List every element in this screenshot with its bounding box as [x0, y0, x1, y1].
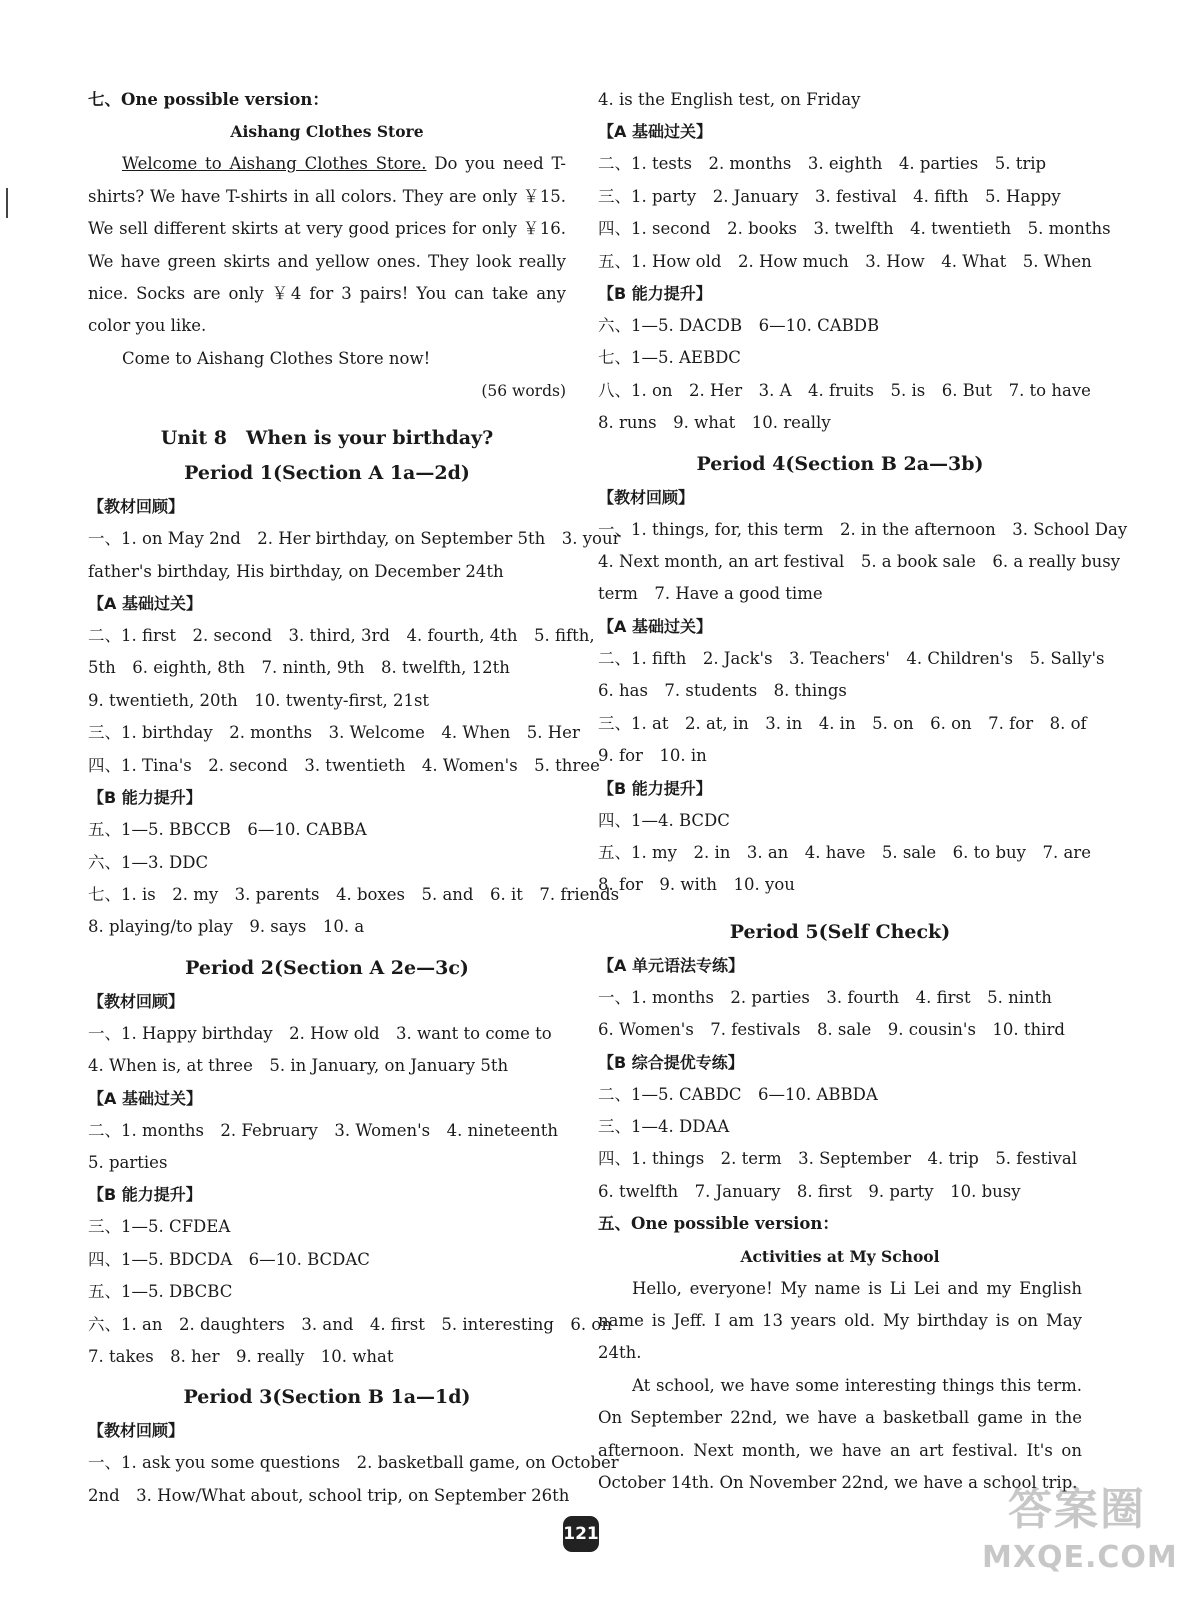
- answer-line: 四、1. things 2. term 3. September 4. trip 5. festival: [598, 1149, 1077, 1169]
- answer-line: 4. When is, at three 5. in January, on January 5th: [88, 1056, 509, 1076]
- essay2-paragraph: Hello, everyone! My name is Li Lei and my English name is Jeff. I am 13 years old. My birthday is on May 24th.: [598, 1278, 1082, 1363]
- period5-title: Period 5(Self Check): [729, 920, 951, 943]
- section-heading: 【教材回顾】: [88, 1421, 185, 1441]
- section-heading: 【B 能力提升】: [88, 788, 202, 808]
- section-heading: 【教材回顾】: [88, 991, 185, 1011]
- answer-line: 4. is the English test, on Friday: [598, 90, 861, 109]
- answer-line: 三、1. birthday 2. months 3. Welcome 4. When 5. Her: [88, 723, 580, 743]
- unit-title: Unit 8 When is your birthday?: [160, 427, 494, 450]
- answer-line: 二、1. months 2. February 3. Women's 4. nineteenth: [88, 1120, 558, 1140]
- essay1-title: Aishang Clothes Store: [230, 122, 424, 142]
- answer-line: 一、1. things, for, this term 2. in the afternoon 3. School Day: [598, 519, 1128, 539]
- period3-title: Period 3(Section B 1a—1d): [183, 1386, 471, 1409]
- answer-line: term 7. Have a good time: [598, 584, 823, 604]
- essay2-title: Activities at My School: [740, 1246, 940, 1266]
- period1-answers: [88, 491, 621, 943]
- answer-line: 二、1. fifth 2. Jack's 3. Teachers' 4. Children's 5. Sally's: [598, 648, 1105, 668]
- section-heading: 【A 基础过关】: [598, 616, 712, 636]
- page-number: 121: [563, 1516, 599, 1552]
- answer-line: 6. has 7. students 8. things: [598, 681, 847, 701]
- answer-line: 六、1—3. DDC: [88, 852, 209, 872]
- answer-line: 二、1. tests 2. months 3. eighth 4. parties 5. trip: [598, 154, 1047, 174]
- answer-line: 五、One possible version：: [598, 1214, 839, 1234]
- watermark-text: MXQE.COM: [982, 1540, 1178, 1575]
- answer-line: 四、1. Tina's 2. second 3. twentieth 4. Women's 5. three: [88, 755, 600, 775]
- answer-line: 七、1. is 2. my 3. parents 4. boxes 5. and 6. it 7. friends: [88, 884, 620, 904]
- period3-answers-continued: [598, 84, 1111, 440]
- left-column: [88, 84, 621, 1512]
- answer-line: 四、1—4. BCDC: [598, 810, 730, 830]
- essay1-body: [88, 148, 566, 342]
- answer-line: 8. for 9. with 10. you: [598, 875, 795, 895]
- answer-line: 四、1. second 2. books 3. twelfth 4. twentieth 5. months: [598, 219, 1111, 239]
- q7-heading: 七、One possible version：: [88, 90, 329, 109]
- section-heading: 【A 基础过关】: [88, 1088, 202, 1108]
- section-heading: 【教材回顾】: [88, 497, 185, 517]
- section-heading: 【B 能力提升】: [88, 1185, 202, 1205]
- answer-line: 二、1. first 2. second 3. third, 3rd 4. fourth, 4th 5. fifth,: [88, 626, 595, 646]
- period5-answers: [598, 950, 1082, 1241]
- answer-line: 五、1. How old 2. How much 3. How 4. What 5. When: [598, 251, 1092, 271]
- essay1-closing: Come to Aishang Clothes Store now!: [122, 348, 431, 368]
- period3-answers: [88, 1415, 619, 1512]
- period2-title: Period 2(Section A 2e—3c): [185, 956, 469, 979]
- period4-title: Period 4(Section B 2a—3b): [696, 452, 984, 475]
- answer-line: 5. parties: [88, 1152, 168, 1172]
- answer-line: 三、1—5. CFDEA: [88, 1217, 231, 1237]
- answer-line: 六、1—5. DACDB 6—10. CABDB: [598, 316, 880, 336]
- essay2-paragraph: At school, we have some interesting things this term. On September 22nd, we have a basketball game in the afternoon. Next month, we have an art festival. It's on October 14th. On November 22nd, we have a school trip.: [598, 1375, 1082, 1492]
- section-heading: 【A 基础过关】: [88, 594, 202, 614]
- answer-line: 五、1—5. BBCCB 6—10. CABBA: [88, 820, 367, 840]
- watermark: [982, 1480, 1178, 1590]
- answer-line: 2nd 3. How/What about, school trip, on September 26th: [88, 1485, 570, 1505]
- answer-line: 八、1. on 2. Her 3. A 4. fruits 5. is 6. But 7. to have: [598, 380, 1091, 400]
- essay1-underlined-sentence: Welcome to Aishang Clothes Store.: [122, 154, 427, 174]
- answer-line: 七、1—5. AEBDC: [598, 348, 741, 368]
- section-heading: 【B 综合提优专练】: [598, 1052, 744, 1072]
- essay1-word-count: (56 words): [481, 382, 566, 401]
- answer-line: 一、1. ask you some questions 2. basketball game, on October: [88, 1453, 619, 1473]
- watermark-logo: 答案圈: [1008, 1484, 1146, 1535]
- answer-line: 6. twelfth 7. January 8. first 9. party 10. busy: [598, 1181, 1021, 1201]
- answer-line: 4. Next month, an art festival 5. a book sale 6. a really busy: [598, 552, 1121, 572]
- answer-line: 6. Women's 7. festivals 8. sale 9. cousin's 10. third: [598, 1020, 1065, 1040]
- answer-line: 8. playing/to play 9. says 10. a: [88, 917, 365, 937]
- right-column: [598, 84, 1128, 1499]
- answer-line: 一、1. on May 2nd 2. Her birthday, on September 5th 3. your: [88, 529, 621, 549]
- answer-line: 9. twentieth, 20th 10. twenty-first, 21st: [88, 690, 430, 710]
- margin-mark: [6, 188, 8, 218]
- answer-line: 9. for 10. in: [598, 746, 707, 766]
- period4-answers: [598, 482, 1128, 902]
- period1-title: Period 1(Section A 1a—2d): [184, 462, 470, 485]
- period2-answers: [88, 986, 612, 1374]
- answer-line: 三、1—4. DDAA: [598, 1116, 730, 1136]
- answer-line: father's birthday, His birthday, on December 24th: [88, 561, 504, 581]
- section-heading: 【B 能力提升】: [598, 778, 712, 798]
- essay1-rest: Do you need T-shirts? We have T-shirts in all colors. They are only ￥15. We sell different skirts at very good prices for only ￥16. We have green skirts and yellow ones. They look really nice. Socks are only ￥4 for 3 pairs! You can take any color you like.: [88, 154, 566, 336]
- answer-line: 五、1. my 2. in 3. an 4. have 5. sale 6. to buy 7. are: [598, 842, 1091, 862]
- answer-line: 一、1. months 2. parties 3. fourth 4. first 5. ninth: [598, 987, 1052, 1007]
- answer-line: 五、1—5. DBCBC: [88, 1282, 233, 1302]
- answer-line: 三、1. at 2. at, in 3. in 4. in 5. on 6. on 7. for 8. of: [598, 713, 1087, 733]
- section-heading: 【B 能力提升】: [598, 284, 712, 304]
- answer-line: 一、1. Happy birthday 2. How old 3. want to come to: [88, 1023, 552, 1043]
- section-heading: 【教材回顾】: [598, 487, 695, 507]
- section-heading: 【A 单元语法专练】: [598, 955, 744, 975]
- answer-line: 8. runs 9. what 10. really: [598, 413, 831, 433]
- answer-line: 5th 6. eighth, 8th 7. ninth, 9th 8. twelfth, 12th: [88, 658, 510, 678]
- answer-line: 四、1—5. BDCDA 6—10. BCDAC: [88, 1249, 370, 1269]
- essay2-body: [598, 1273, 1082, 1500]
- section-heading: 【A 基础过关】: [598, 122, 712, 142]
- answer-line: 7. takes 8. her 9. really 10. what: [88, 1346, 394, 1366]
- answer-line: 三、1. party 2. January 3. festival 4. fifth 5. Happy: [598, 186, 1061, 206]
- answer-line: 六、1. an 2. daughters 3. and 4. first 5. interesting 6. on: [88, 1314, 612, 1334]
- answer-line: 二、1—5. CABDC 6—10. ABBDA: [598, 1084, 878, 1104]
